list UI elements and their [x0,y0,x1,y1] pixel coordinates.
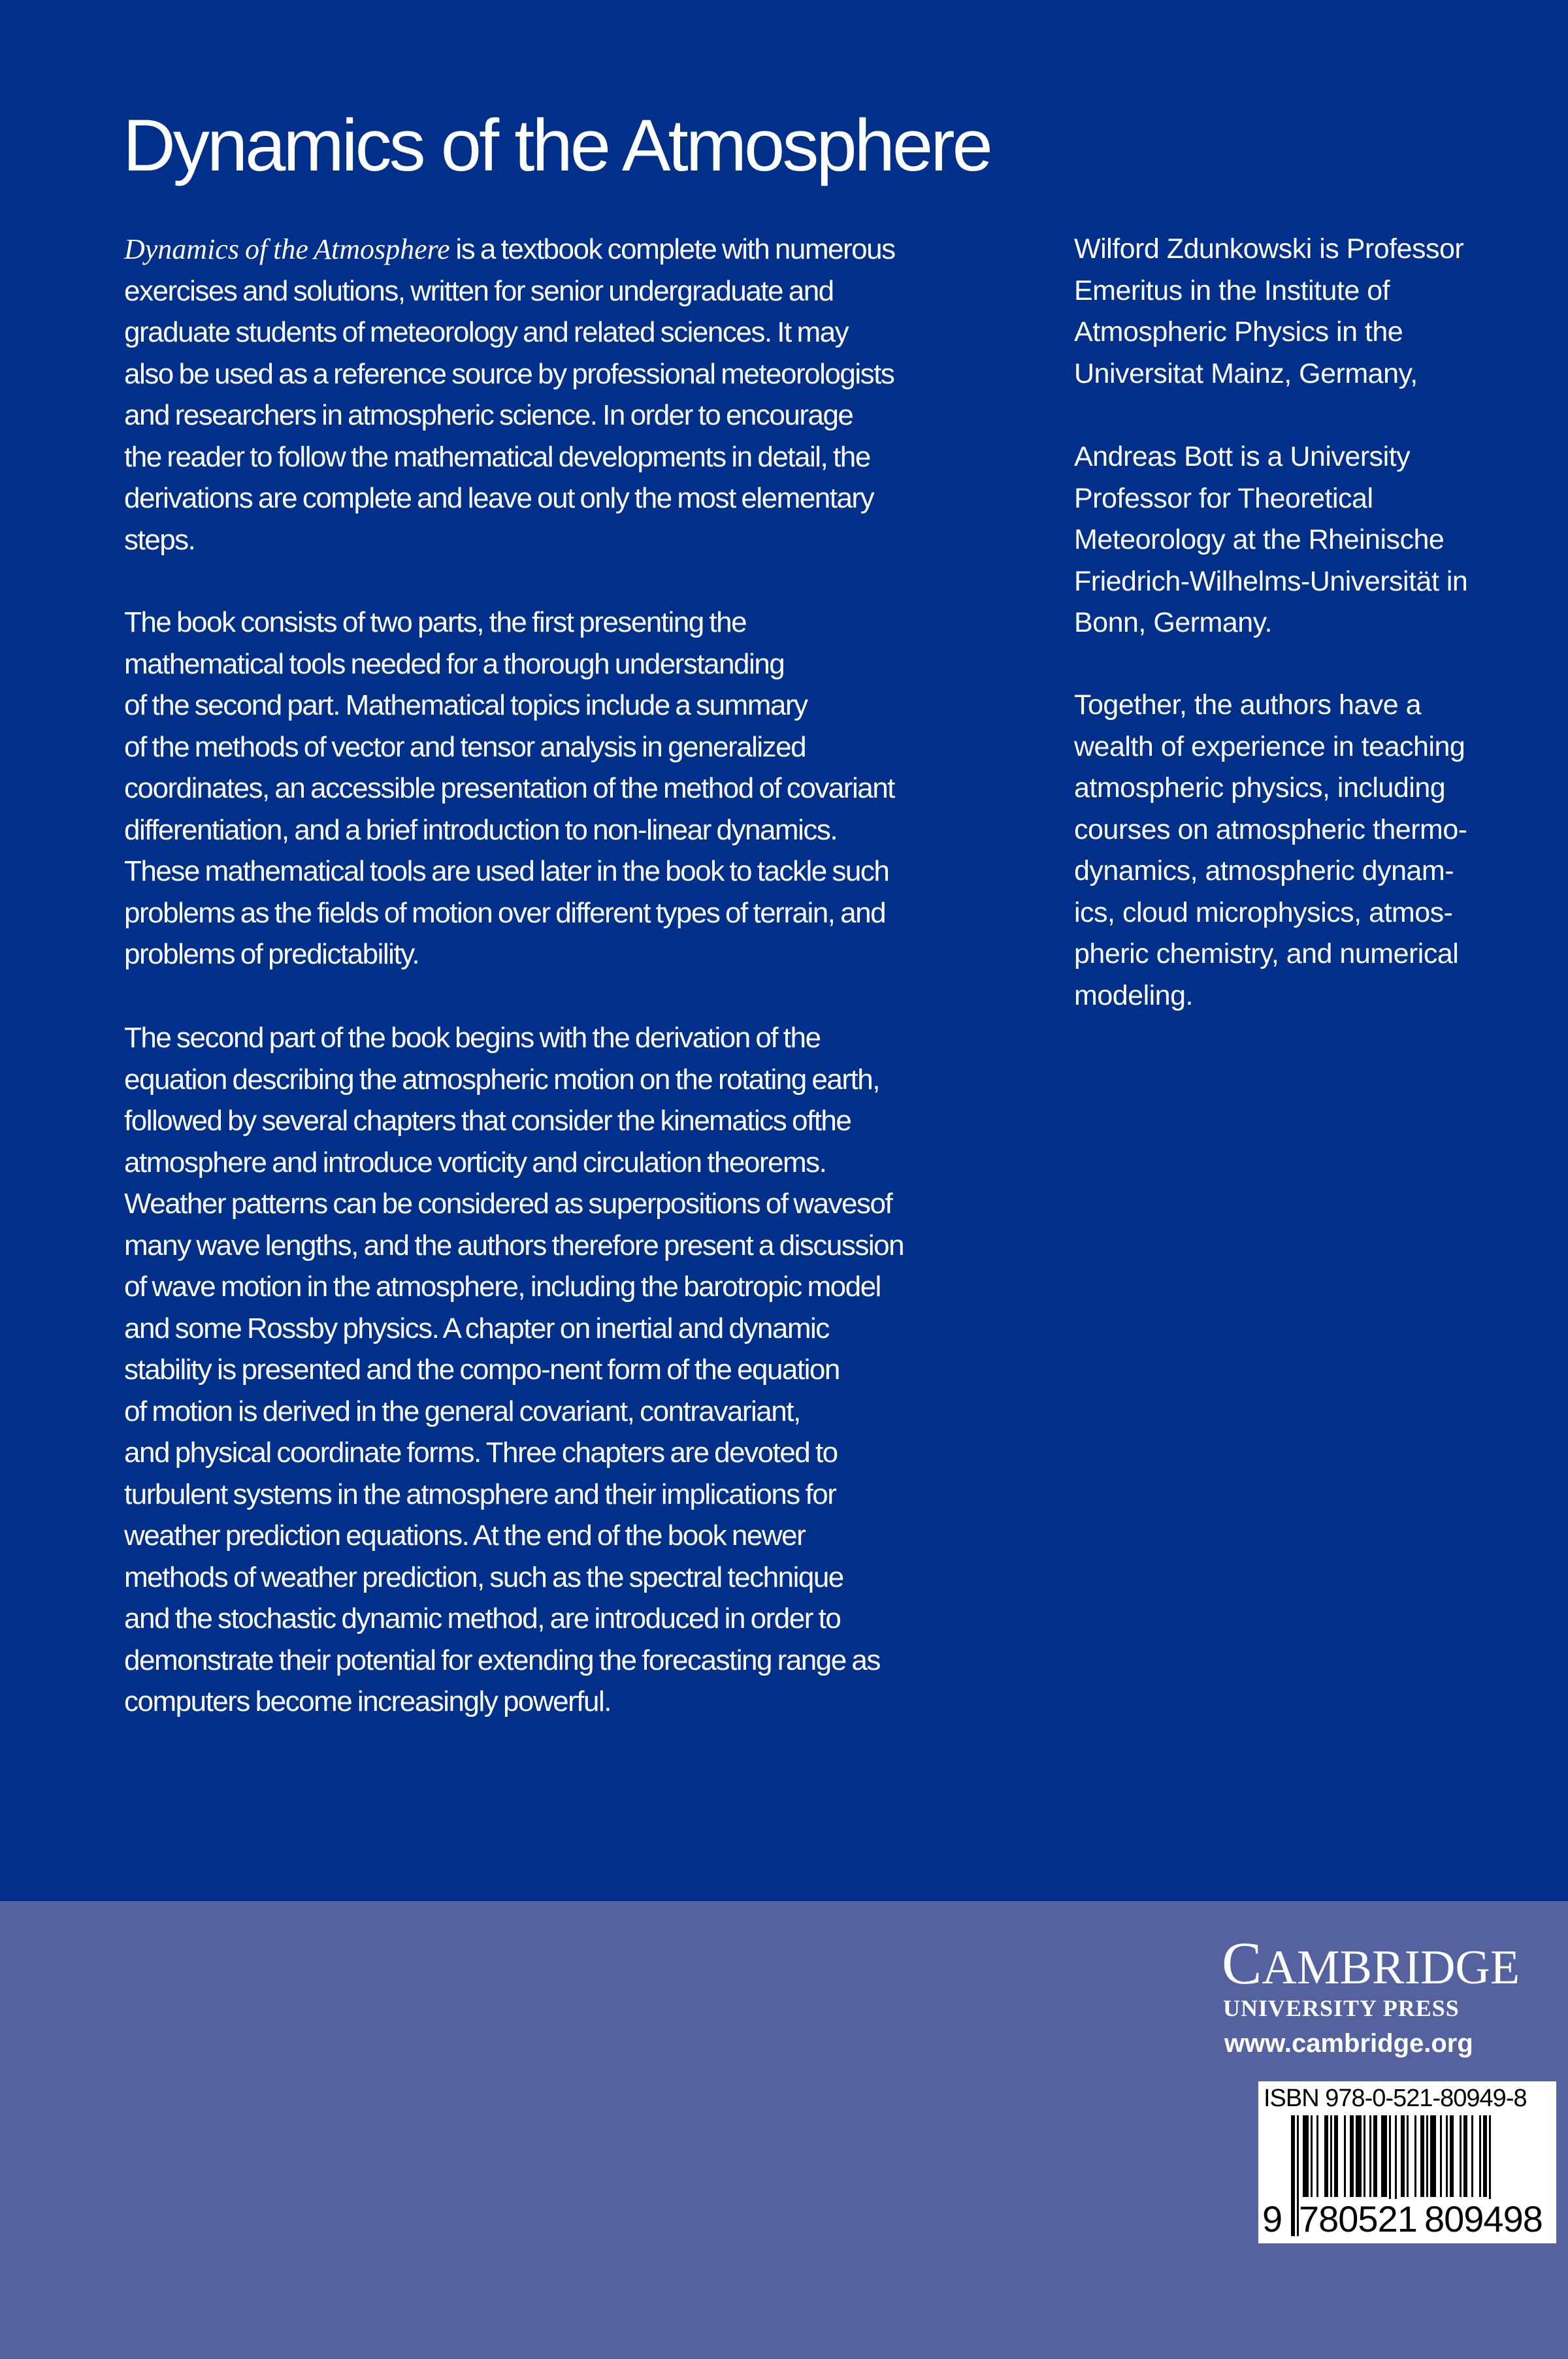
text-line: pheric chemistry, and numerical [1074,938,1459,969]
description-paragraph-1 [124,229,1039,561]
text-line: dynamics, atmospheric dynam- [1074,855,1454,887]
barcode-bar [1311,2115,1313,2197]
text-line: Bonn, Germany. [1074,607,1272,638]
text-line: courses on atmospheric thermo- [1074,813,1467,845]
text-line: modeling. [1074,979,1193,1011]
ean-right-group: 809498 [1424,2198,1543,2239]
barcode-bar [1460,2115,1462,2197]
text-line: Friedrich-Wilhelms-Universität in [1074,565,1468,597]
barcode-bar [1356,2115,1362,2197]
barcode-bar [1330,2115,1332,2197]
text-line: methods of weather prediction, such as the spectral technique [124,1561,843,1593]
text-line: weather prediction equations. At the end of the book newer [124,1520,806,1552]
text-line: Atmospheric Physics in the [1074,316,1403,348]
text-line: problems of predictability. [124,938,419,970]
barcode-bar [1291,2115,1295,2236]
text-line: atmosphere and introduce vorticity and circulation theorems. [124,1146,826,1179]
text-line: Emeritus in the Institute of [1074,274,1390,306]
barcode-bar [1344,2115,1346,2197]
description-paragraph-2 [124,602,1039,975]
text-line: coordinates, an accessible presentation of the method of covariant [124,772,894,804]
description-line-text: is a textbook complete with numerous [449,233,895,265]
text-line: also be used as a reference source by professional meteorologists [124,357,894,390]
text-line: many wave lengths, and the authors therefore present a discussion [124,1229,904,1261]
isbn-label: ISBN 978-0-521-80949-8 [1264,2085,1527,2112]
text-line: followed by several chapters that consider the kinematics ofthe [124,1105,851,1137]
barcode-bar [1426,2115,1428,2197]
isbn-barcode [1258,2081,1556,2243]
barcode-bar [1414,2115,1416,2197]
text-line: of the methods of vector and tensor analysis in generalized [124,730,806,763]
description-line [124,229,1039,270]
text-line: and some Rossby physics. A chapter on inertial and dynamic [124,1312,829,1344]
text-line: equation describing the atmospheric motion on the rotating earth, [124,1063,879,1096]
book-title: Dynamics of the Atmosphere [123,105,990,186]
text-line: Weather patterns can be considered as superpositions of wavesof [124,1188,892,1220]
text-line: Together, the authors have a [1074,689,1422,721]
barcode-bar [1316,2115,1318,2197]
ean-first-digit: 9 [1262,2198,1282,2239]
barcode-bar [1373,2115,1377,2197]
barcode-bar [1324,2115,1328,2197]
barcode-bar [1430,2115,1436,2197]
text-line: turbulent systems in the atmosphere and their implications for [124,1478,836,1510]
text-line: Professor for Theoretical [1074,482,1373,514]
publisher-logo [1222,1930,1520,1996]
publisher-url: www.cambridge.org [1224,2029,1473,2058]
text-line: and the stochastic dynamic method, are introduced in order to [124,1602,841,1635]
text-line: derivations are complete and leave out only the most elementary [124,482,874,514]
text-line: mathematical tools needed for a thorough understanding [124,647,785,680]
text-line: The second part of the book begins with the derivation of the [124,1022,821,1054]
text-line: of wave motion in the atmosphere, including the barotropic model [124,1271,881,1303]
text-line: the reader to follow the mathematical developments in detail, the [124,440,870,473]
barcode-bar [1407,2115,1409,2197]
book-title-italic: Dynamics of the Atmosphere [124,233,450,265]
barcode-bar [1446,2115,1448,2197]
text-line: and physical coordinate forms. Three chapters are devoted to [124,1437,838,1469]
text-line: exercises and solutions, written for senior undergraduate and [124,274,834,307]
text-line: wealth of experience in teaching [1074,730,1465,762]
text-line: The book consists of two parts, the first presenting the [124,606,747,638]
text-line: and researchers in atmospheric science. In order to encourage [124,399,853,431]
text-line: ics, cloud microphysics, atmos- [1074,896,1453,928]
text-line: Meteorology at the Rheinische [1074,524,1445,555]
barcode-bar [1364,2115,1365,2197]
author-bio-bott [1074,436,1558,644]
text-line: graduate students of meteorology and related sciences. It may [124,316,849,348]
barcode-bar [1450,2115,1454,2197]
barcode-bar [1334,2115,1338,2197]
barcode-bar [1463,2115,1467,2197]
text-line: stability is presented and the compo-nent form of the equation [124,1354,840,1386]
text-line: Universitat Mainz, Germany, [1074,357,1418,389]
barcode-bar [1440,2115,1442,2197]
barcode-bar [1483,2115,1487,2197]
author-bio-zdunkowski [1074,229,1558,395]
barcode-bar [1369,2115,1371,2197]
text-line: differentiation, and a brief introduction to non-linear dynamics. [124,813,838,846]
text-line: These mathematical tools are used later in the book to tackle such [124,855,889,887]
text-line: demonstrate their potential for extending the forecasting range as [124,1644,880,1676]
text-line: Wilford Zdunkowski is Professor [1074,233,1464,265]
publisher-logo-name: AMBRIDGE [1262,1941,1520,1994]
text-line: problems as the fields of motion over different types of terrain, and [124,896,886,929]
ean-left-group: 780521 [1299,2198,1417,2239]
text-line: computers become increasingly powerful. [124,1685,611,1717]
text-line: steps. [124,523,195,556]
description-paragraph-3 [124,1017,1039,1723]
barcode-bar [1420,2115,1424,2197]
barcode-bar [1479,2115,1481,2197]
barcode-bar [1350,2115,1354,2197]
text-line: of motion is derived in the general covariant, contravariant, [124,1395,800,1427]
text-line: atmospheric physics, including [1074,772,1446,804]
publisher-logo-initial: C [1222,1930,1262,1996]
text-line: Andreas Bott is a University [1074,441,1411,472]
publisher-logo-subtitle: UNIVERSITY PRESS [1223,1995,1460,2021]
authors-experience [1074,685,1558,1017]
barcode-bar [1381,2115,1387,2197]
barcode-bar [1303,2115,1309,2197]
barcode-bar [1401,2115,1405,2197]
text-line: of the second part. Mathematical topics include a summary [124,689,808,721]
barcode-bar [1471,2115,1473,2197]
